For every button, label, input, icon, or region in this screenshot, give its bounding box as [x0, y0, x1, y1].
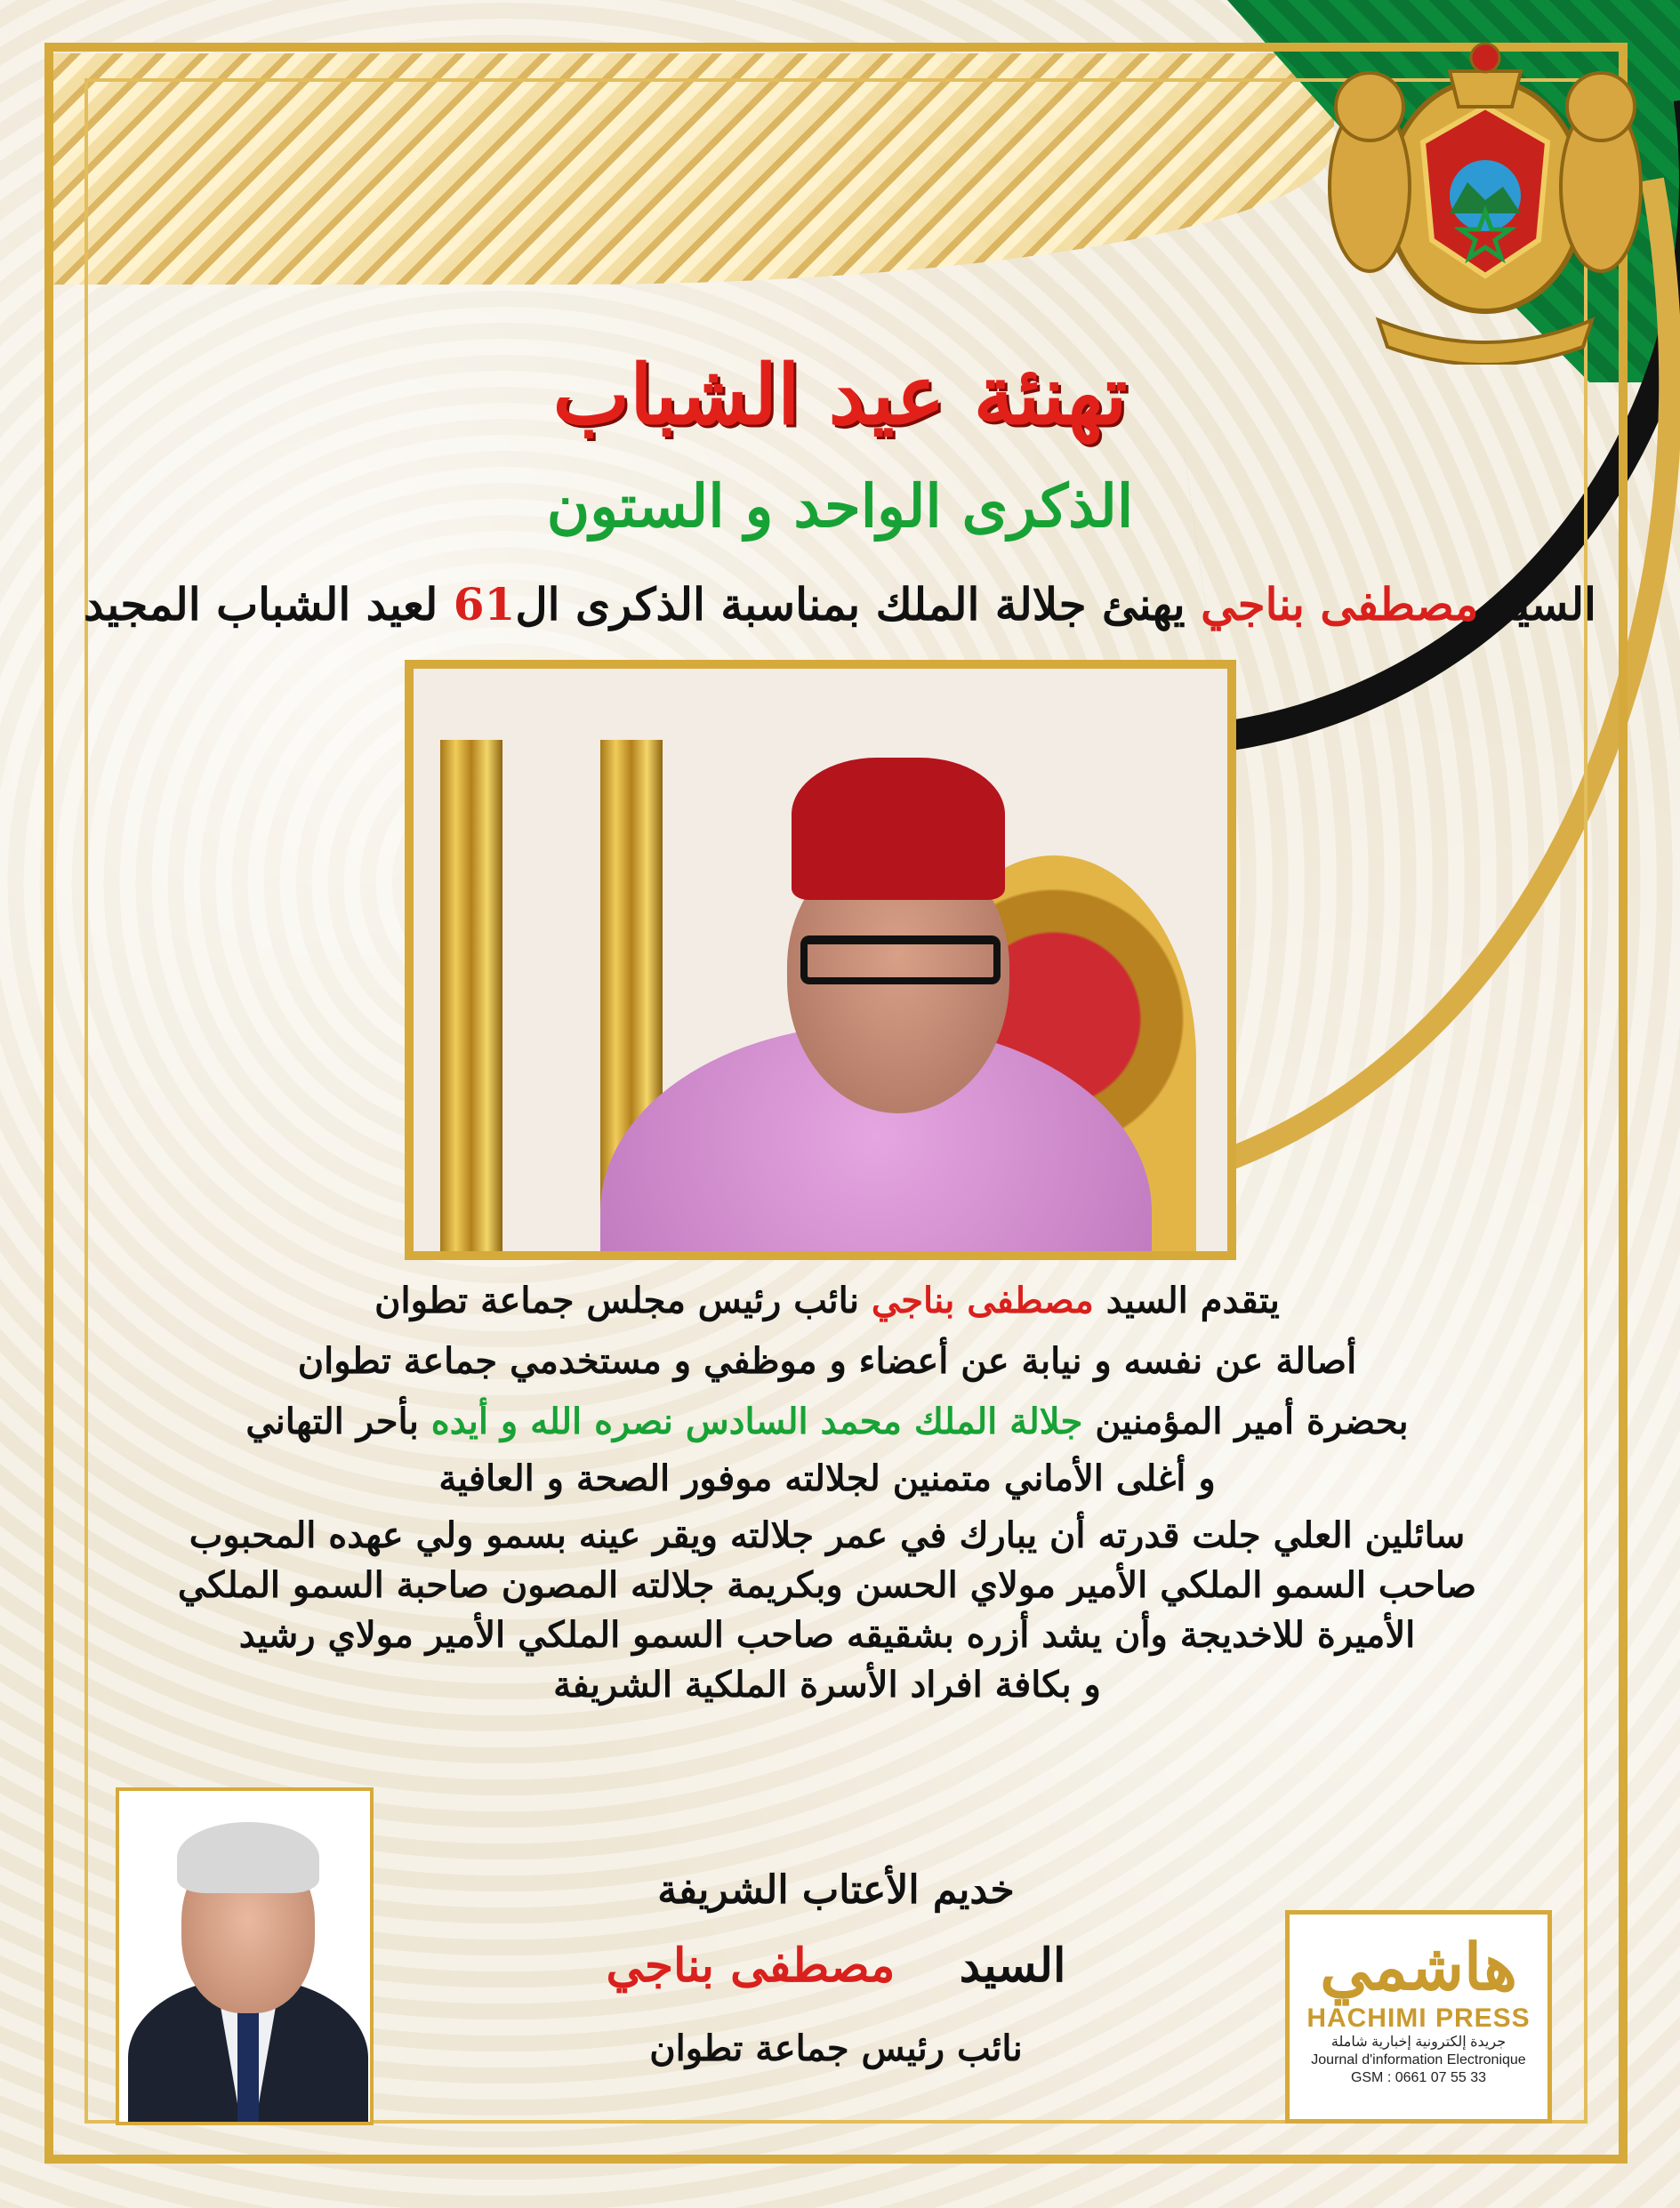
signature-title: خديم الأعتاب الشريفة: [657, 1867, 1015, 1913]
message-line-1: [160, 1276, 1494, 1326]
press-logo-arabic: هاشمي: [1320, 1932, 1517, 2003]
intro-middle: يهنئ جلالة الملك بمناسبة الذكرى ال: [515, 578, 1186, 630]
hachimi-press-logo: [1285, 1910, 1552, 2124]
message-line-3: [160, 1397, 1494, 1447]
page-subtitle: الذكرى الواحد و الستون: [546, 471, 1134, 541]
signatory-tie: [237, 2004, 259, 2125]
signatory-photo: [116, 1787, 374, 2125]
intro-line: [0, 578, 1680, 630]
signature-role: نائب رئيس جماعة تطوان: [649, 2027, 1023, 2069]
intro-prefix: السيد: [1493, 578, 1596, 630]
message-line-1-prefix: يتقدم السيد: [1105, 1280, 1280, 1321]
portrait-glasses: [800, 935, 1001, 984]
coat-of-arms-emblem: [1316, 9, 1654, 365]
message-body: [160, 1276, 1494, 1710]
king-photo: [405, 660, 1236, 1260]
message-line-1-name: مصطفى بناجي: [871, 1280, 1094, 1321]
signature-prefix: السيد: [959, 1939, 1066, 1993]
message-line-2: أصالة عن نفسه و نيابة عن أعضاء و موظفي و مستخدمي جماعة تطوان: [297, 1340, 1357, 1382]
throne-pillar-left: [440, 740, 502, 1260]
message-line-3-prefix: بحضرة أمير المؤمنين: [1095, 1401, 1409, 1442]
signatory-hair: [177, 1822, 319, 1893]
press-logo-phone: GSM : 0661 07 55 33: [1350, 2070, 1487, 2085]
message-line-8: و بكافة افراد الأسرة الملكية الشريفة: [553, 1664, 1101, 1706]
signature-name: مصطفى بناجي: [606, 1939, 896, 1993]
press-logo-tagline-ar: جريدة إلكترونية إخبارية شاملة: [1330, 2035, 1507, 2050]
portrait-fez: [792, 758, 1005, 900]
signature-name-line: [498, 1939, 1174, 1993]
message-line-1-suffix: نائب رئيس مجلس جماعة تطوان: [374, 1280, 859, 1321]
page-title: تهنئة عيد الشباب: [552, 347, 1128, 443]
intro-suffix: لعيد الشباب المجيد: [84, 578, 438, 630]
message-line-6: صاحب السمو الملكي الأمير مولاي الحسن وبكريمة جلالته المصون صاحبة السمو الملكي: [177, 1564, 1477, 1606]
intro-number: 61: [453, 578, 516, 630]
message-line-5: سائلين العلي جلت قدرته أن يبارك في عمر جلالته ويقر عينه بسمو ولي عهده المحبوب: [189, 1514, 1466, 1556]
intro-name: مصطفى بناجي: [1201, 578, 1479, 630]
message-line-7: الأميرة للاخديجة وأن يشد أزره بشقيقه صاحب السمو الملكي الأمير مولاي رشيد: [238, 1614, 1416, 1656]
message-line-3-suffix: بأحر التهاني: [245, 1401, 419, 1442]
press-logo-tagline-fr: Journal d'information Electronique: [1311, 2052, 1526, 2067]
press-logo-name: HACHIMI PRESS: [1306, 2003, 1531, 2033]
message-line-3-highlight: جلالة الملك محمد السادس نصره الله و أيده: [430, 1401, 1083, 1442]
message-line-4: و أغلى الأماني متمنين لجلالته موفور الصحة و العافية: [438, 1457, 1216, 1499]
